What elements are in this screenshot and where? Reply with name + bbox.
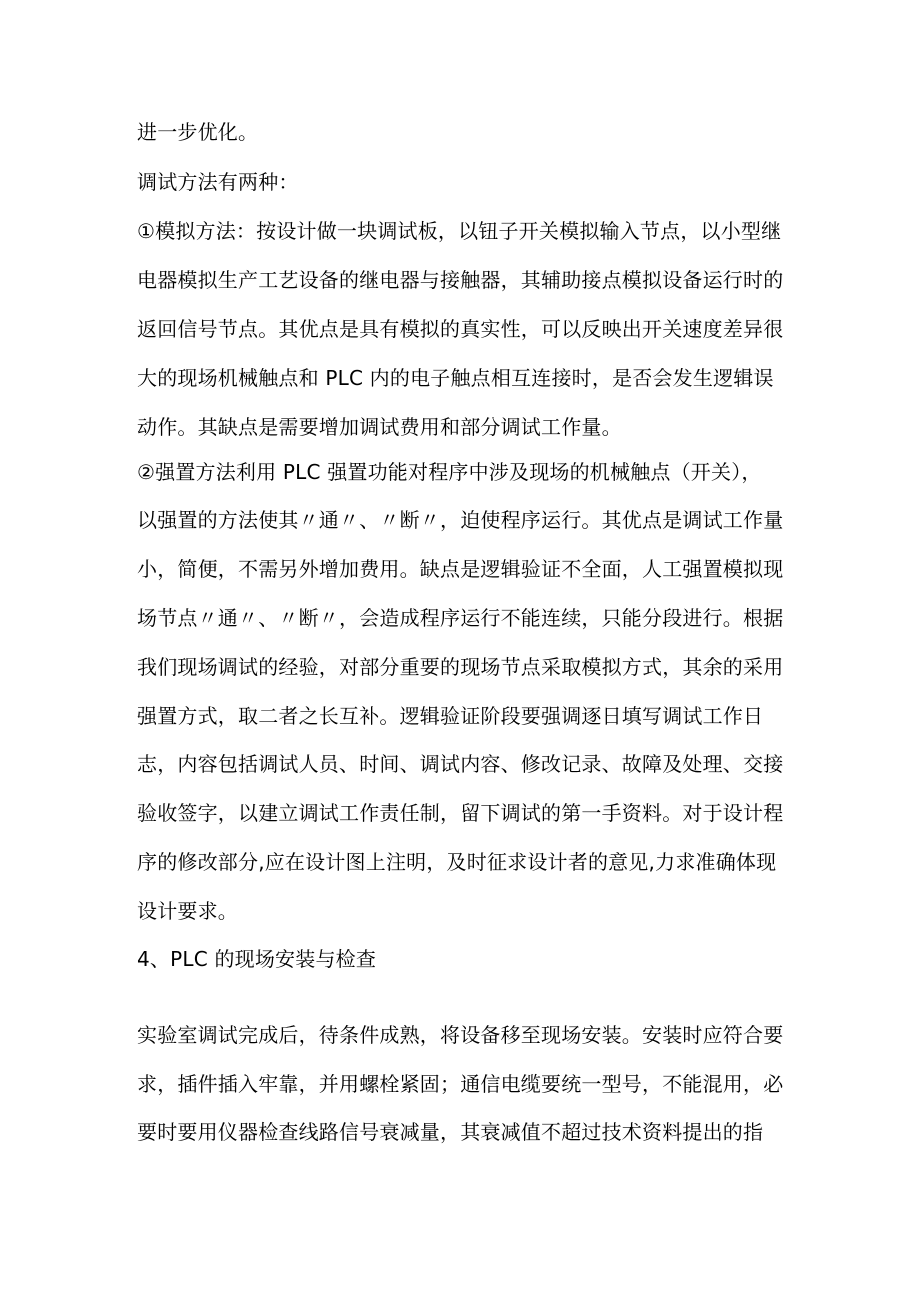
text-line: 要时要用仪器检查线路信号衰减量，其衰减值不超过技术资料提出的指: [137, 1120, 764, 1144]
text-line: 序的修改部分,应在设计图上注明，及时征求设计者的意见,力求准确体现: [137, 850, 777, 874]
text-line: 以强置的方法使其〃通〃、〃断〃，迫使程序运行。其优点是调试工作量: [137, 508, 784, 532]
section-heading: 4、PLC 的现场安装与检查: [137, 947, 377, 971]
text-line: ①模拟方法：按设计做一块调试板，以钮子开关模拟输入节点，以小型继: [137, 219, 782, 243]
text-line: ②强置方法利用 PLC 强置功能对程序中涉及现场的机械触点（开关），: [137, 460, 762, 484]
text-line: 场节点〃通〃、〃断〃，会造成程序运行不能连续，只能分段进行。根据: [137, 606, 784, 630]
text-line: 我们现场调试的经验，对部分重要的现场节点采取模拟方式，其余的采用: [137, 655, 784, 679]
text-line: 志，内容包括调试人员、时间、调试内容、修改记录、故障及处理、交接: [137, 752, 784, 776]
text-line: 设计要求。: [137, 899, 238, 923]
text-line: 求，插件插入牢靠，并用螺栓紧固；通信电缆要统一型号，不能混用，必: [137, 1072, 784, 1096]
text-line: 电器模拟生产工艺设备的继电器与接触器，其辅助接点模拟设备运行时的: [137, 268, 784, 292]
text-line: 强置方式，取二者之长互补。逻辑验证阶段要强调逐日填写调试工作日: [137, 704, 764, 728]
text-line: 返回信号节点。其优点是具有模拟的真实性，可以反映出开关速度差异很: [137, 317, 784, 341]
text-line: 动作。其缺点是需要增加调试费用和部分调试工作量。: [137, 415, 622, 439]
text-line: 调试方法有两种：: [137, 170, 299, 194]
text-line: 验收签字，以建立调试工作责任制，留下调试的第一手资料。对于设计程: [137, 801, 784, 825]
text-line: 小，简便，不需另外增加费用。缺点是逻辑验证不全面，人工强置模拟现: [137, 557, 784, 581]
text-line: 实验室调试完成后，待条件成熟，将设备移至现场安装。安装时应符合要: [137, 1023, 784, 1047]
text-line: 大的现场机械触点和 PLC 内的电子触点相互连接时，是否会发生逻辑误: [137, 366, 774, 390]
text-line: 进一步优化。: [137, 120, 259, 144]
